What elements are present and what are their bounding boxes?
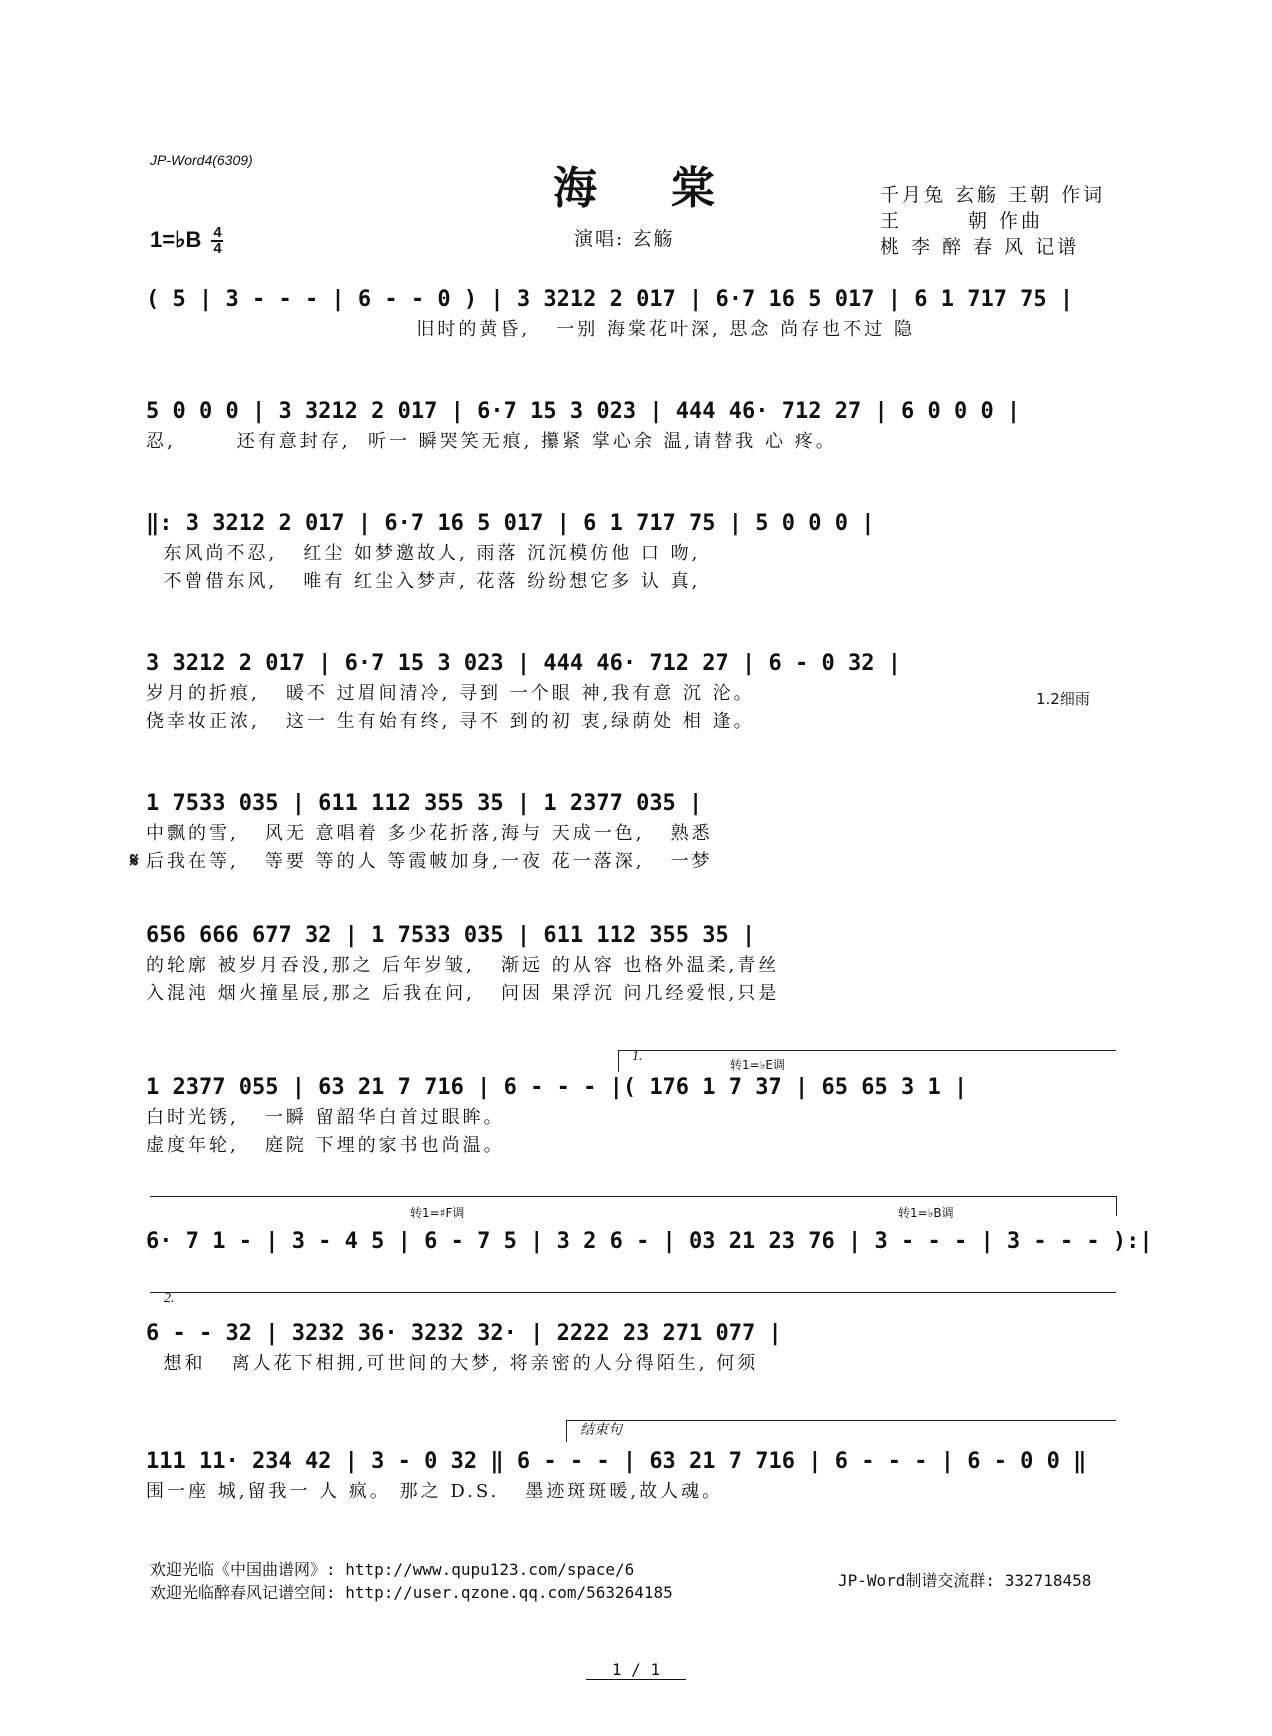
- title-part2: 棠: [671, 163, 719, 214]
- time-signature: [211, 226, 223, 256]
- lyric-line-1: 岁月的折痕, 暖不 过眉间清冷, 寻到 一个眼 神,我有意 沉 沦。: [146, 683, 755, 704]
- notes-line: ‖: 3 3212 2 017 | 6·7 16 5 017 | 6 1 717 75 | 5 0 0 0 |: [146, 511, 875, 536]
- volta-note: 1.2细雨: [1036, 690, 1090, 708]
- notes-line: 6· 7 1 - | 3 - 4 5 | 6 - 7 5 | 3 2 6 - | 03 21 23 76 | 3 - - - | 3 - - - ):|: [146, 1229, 1153, 1254]
- page-number-text: 1 / 1: [586, 1660, 686, 1680]
- notes-line: ( 5 | 3 - - - | 6 - - 0 ) | 3 3212 2 017 | 6·7 16 5 017 | 6 1 717 75 |: [146, 287, 1074, 312]
- notes-line: 5 0 0 0 | 3 3212 2 017 | 6·7 15 3 023 | 444 46· 712 27 | 6 0 0 0 |: [146, 399, 1021, 424]
- system-6: [146, 920, 1118, 1008]
- credits: [880, 182, 1105, 260]
- lyric-line-2: 不曾借东风, 唯有 红尘入梦声, 花落 纷纷想它多 认 真,: [146, 571, 701, 592]
- lyric-line-1: 白时光锈, 一瞬 留韶华白首过眼眸。: [146, 1107, 505, 1128]
- volta-2-label: 2.: [164, 1291, 175, 1306]
- coda-edge: [566, 1420, 567, 1442]
- composer: 王 朝 作曲: [880, 210, 1044, 232]
- footer-links: [150, 1558, 673, 1604]
- system-4: [146, 648, 1118, 736]
- lyric-line-2: 入混沌 烟火撞星辰,那之 后我在问, 问因 果浮沉 问几经爱恨,只是: [146, 983, 780, 1004]
- lyric-line-2: 虚度年轮, 庭院 下埋的家书也尚温。: [146, 1135, 505, 1156]
- lyric-line-2: 后我在等, 等要 等的人 等霞帔加身,一夜 花一落深, 一梦: [146, 851, 713, 872]
- notes-line: 6 - - 32 | 3232 36· 3232 32· | 2222 23 271 077 |: [146, 1321, 782, 1346]
- volta-2-bracket: [150, 1291, 1116, 1306]
- volta-1-label: 1.: [632, 1049, 643, 1064]
- group-info: JP-Word制谱交流群: 332718458: [838, 1571, 1092, 1590]
- system-1: [146, 284, 1118, 344]
- lyric-line-1: 中飘的雪, 风无 意唱着 多少花折落,海与 天成一色, 熟悉: [146, 823, 713, 844]
- key-signature: [150, 226, 223, 256]
- notes-line: 1 2377 055 | 63 21 7 716 | 6 - - - |( 176 1 7 37 | 65 65 3 1 |: [146, 1075, 968, 1100]
- volta-1-bracket: [618, 1050, 1116, 1071]
- page-number: [0, 1660, 1272, 1679]
- time-top: 4: [213, 224, 222, 241]
- system-3: [146, 508, 1118, 596]
- lyric-line-1: 围一座 城,留我一 人 疯。 那之 D.S. 墨迹斑斑暖,故人魂。: [146, 1481, 724, 1502]
- transcriber: 桃 李 醉 春 风 记谱: [880, 236, 1080, 258]
- notes-line: 3 3212 2 017 | 6·7 15 3 023 | 444 46· 712 27 | 6 - 0 32 |: [146, 651, 901, 676]
- volta-1-edge: [618, 1050, 619, 1072]
- time-bottom: 4: [213, 240, 222, 257]
- notes-line: 656 666 677 32 | 1 7533 035 | 611 112 355 35 |: [146, 923, 756, 948]
- lyric-line-1: 忍, 还有意封存, 听一 瞬哭笑无痕, 攥紧 掌心余 温,请替我 心 疼。: [146, 431, 837, 452]
- system-5: [130, 788, 1118, 876]
- lyric-line-1: 的轮廓 被岁月吞没,那之 后年岁皱, 渐远 的从容 也格外温柔,青丝: [146, 955, 780, 976]
- segno-sign: 𝄋: [130, 848, 139, 872]
- system-7: [146, 1072, 1118, 1160]
- lyricist: 千月兔 玄觞 王朝 作词: [880, 184, 1106, 206]
- modulation-1: 转1=♭E调: [730, 1058, 785, 1072]
- key-label: 1=♭B: [150, 226, 202, 252]
- system-10: [146, 1446, 1118, 1506]
- system-2: [146, 396, 1118, 456]
- modulation-3: 转1=♭B调: [898, 1206, 954, 1220]
- notes-line: 1 7533 035 | 611 112 355 35 | 1 2377 035 |: [146, 791, 703, 816]
- footer-line-2: 欢迎光临醉春风记谱空间: http://user.qzone.qq.com/563264185: [150, 1583, 673, 1602]
- volta-1-continuation: [150, 1196, 1116, 1197]
- footer-line-1: 欢迎光临《中国曲谱网》: http://www.qupu123.com/space/6: [150, 1560, 635, 1579]
- lyric-line-2: 侥幸妆正浓, 这一 生有始有终, 寻不 到的初 衷,绿荫处 相 逢。: [146, 711, 755, 732]
- coda-bracket: [566, 1420, 1116, 1438]
- system-9: [146, 1318, 1118, 1378]
- notes-line: 111 11· 234 42 | 3 - 0 32 ‖ 6 - - - | 63 21 7 716 | 6 - - - | 6 - 0 0 ‖: [146, 1449, 1087, 1474]
- modulation-2: 转1=♯F调: [410, 1206, 465, 1220]
- coda-label: 结束句: [580, 1423, 622, 1438]
- singer: 演唱: 玄觞: [574, 228, 675, 250]
- source-label: JP-Word4(6309): [150, 152, 253, 168]
- system-8: [146, 1226, 1153, 1258]
- lyric-line-1: 东风尚不忍, 红尘 如梦邀故人, 雨落 沉沉模仿他 口 吻,: [146, 543, 701, 564]
- lyric-line-1: 旧时的黄昏, 一别 海棠花叶深, 思念 尚存也不过 隐: [146, 319, 915, 340]
- title-part1: 海: [553, 163, 601, 214]
- volta-1-end: [1116, 1196, 1117, 1216]
- lyric-line-1: 想和 离人花下相拥,可世间的大梦, 将亲密的人分得陌生, 何须: [146, 1353, 759, 1374]
